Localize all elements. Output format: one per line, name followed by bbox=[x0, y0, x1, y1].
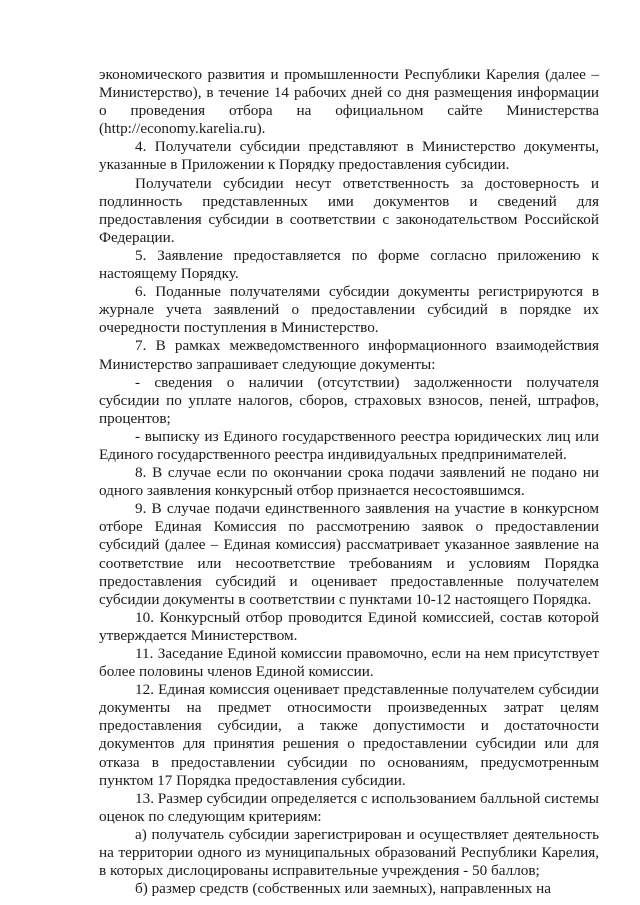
paragraph-item-5: 5. Заявление предоставляется по форме согласно приложению к настоящему Порядку. bbox=[99, 246, 599, 283]
paragraph-item-11: 11. Заседание Единой комиссии правомочно, если на нем присутствует более половины членов Единой комиссии. bbox=[99, 645, 599, 681]
paragraph-item-7-tax-info: - сведения о наличии (отсутствии) задолженности получателя субсидии по уплате налогов, сборов, страховых взносов, пеней, штрафов, процентов; bbox=[99, 373, 599, 427]
document-body bbox=[99, 66, 599, 898]
paragraph-item-13-a: а) получатель субсидии зарегистрирован и осуществляет деятельность на территории одного из муниципальных образований Республики Карелия, в которых дислоцированы исправительные учреждения - 50 баллов; bbox=[99, 825, 599, 880]
paragraph-item-13: 13. Размер субсидии определяется с использованием балльной системы оценок по следующим критериям: bbox=[99, 789, 599, 825]
paragraph-item-12: 12. Единая комиссия оценивает представленные получателем субсидии документы на предмет относимости произведенных затрат целям предоставления субсидии, а также допустимости и достаточности документов для принятия решения о предоставлении субсидии или для отказа в предоставлении субсидии по основаниям, предусмотренным пунктом 17 Порядка предоставления субсидии. bbox=[99, 681, 599, 789]
paragraph-item-8: 8. В случае если по окончании срока подачи заявлений не подано ни одного заявления конкурсный отбор признается несостоявшимся. bbox=[99, 464, 599, 500]
paragraph-item-6: 6. Поданные получателями субсидии документы регистрируются в журнале учета заявлений о предоставлении субсидий в порядке их очередности поступления в Министерство. bbox=[99, 283, 599, 337]
paragraph-continuation: экономического развития и промышленности Республики Карелия (далее – Министерство), в течение 14 рабочих дней со дня размещения информации о проведения отбора на официальном сайте Министерства (http://economy.karelia.ru). bbox=[99, 66, 599, 138]
paragraph-item-13-b: б) размер средств (собственных или заемных), направленных на bbox=[135, 880, 552, 898]
paragraph-item-7: 7. В рамках межведомственного информационного взаимодействия Министерство запрашивает следующие документы: bbox=[99, 337, 599, 373]
paragraph-item-7-registry-extract: - выписку из Единого государственного реестра юридических лиц или Единого государственного реестра индивидуальных предпринимателей. bbox=[99, 427, 599, 463]
paragraph-item-9: 9. В случае подачи единственного заявления на участие в конкурсном отборе Единая Комиссия по рассмотрению заявок о предоставлении субсидий (далее – Единая комиссия) рассматривает указанное заявление на соответствие или несоответствие требованиям и условиям Порядка предоставления субсидий и оценивает предоставленные получателем субсидии документы в соответствии с пунктами 10-12 настоящего Порядка. bbox=[99, 500, 599, 608]
paragraph-item-10: 10. Конкурсный отбор проводится Единой комиссией, состав которой утверждается Министерством. bbox=[99, 608, 599, 644]
paragraph-item-4: 4. Получатели субсидии представляют в Министерство документы, указанные в Приложении к Порядку предоставления субсидии. bbox=[99, 138, 599, 174]
paragraph-responsibility: Получатели субсидии несут ответственность за достоверность и подлинность представленных ими документов и сведений для предоставления субсидии в соответствии с законодательством Российской Федерации. bbox=[99, 174, 599, 246]
